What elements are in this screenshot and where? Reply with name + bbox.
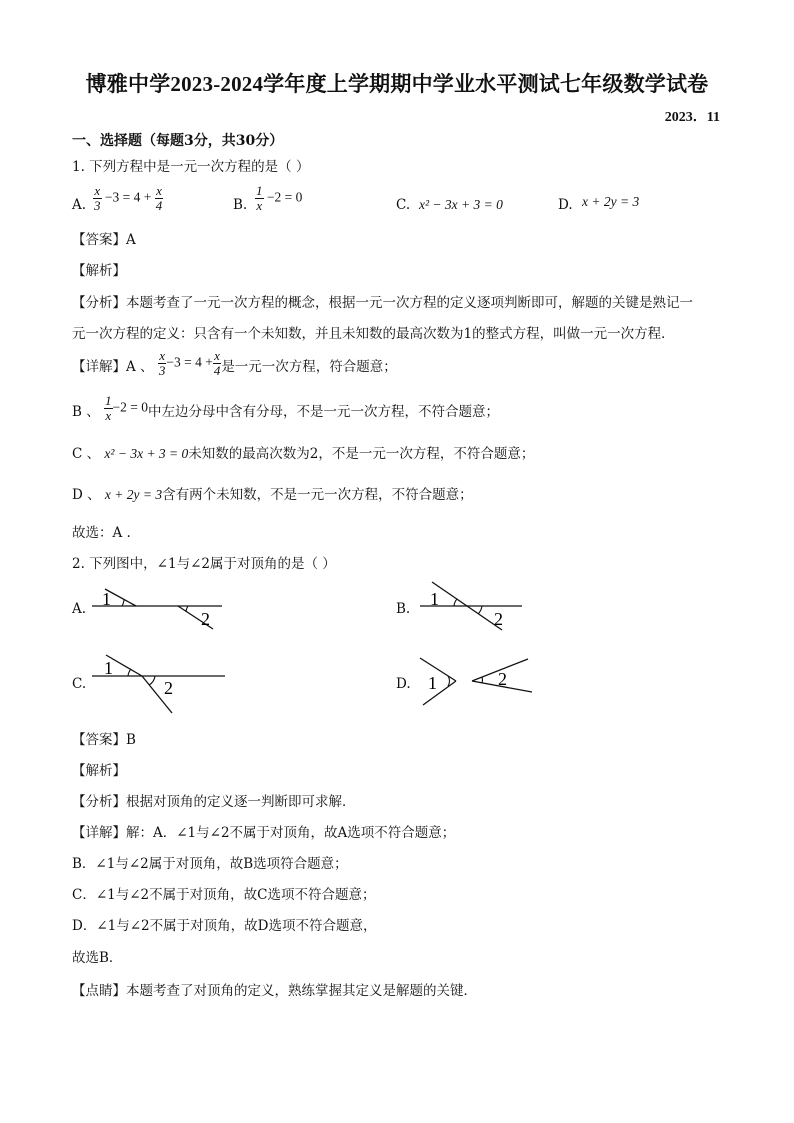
page-title: 博雅中学2023-2024学年度上学期期中学业水平测试七年级数学试卷 — [85, 72, 709, 96]
angle-arc — [478, 606, 482, 614]
q2-conclusion: 故选B． — [72, 950, 123, 966]
angle-arc — [186, 606, 188, 612]
q2-option-c-label: C. — [72, 676, 87, 692]
q2-stem: 2. 下列图中，∠1与∠2属于对顶角的是（ ） — [72, 556, 336, 572]
q2-figure-b — [414, 578, 526, 634]
equation-rest: −2 = 0 — [112, 399, 148, 415]
equation-middle: −3 = 4 + — [104, 189, 152, 205]
q2-figure-a — [88, 584, 228, 634]
q1-detail-d — [72, 486, 473, 504]
angle-label-1: 1 — [428, 673, 437, 693]
line — [420, 658, 456, 681]
q2-detail-4: D．∠1与∠2不属于对顶角，故D选项不符合题意， — [72, 918, 377, 934]
q1-analysis-line2: 元一次方程的定义：只含有一个未知数，并且未知数的最高次数为1的整式方程，叫做一元一次方程． — [72, 326, 675, 342]
detail-a-text: 是一元一次方程，符合题意； — [221, 359, 397, 375]
angle-label-2: 2 — [494, 609, 503, 629]
detail-a-prefix: 【详解】A 、 — [72, 359, 154, 375]
q2-detail-2: B．∠1与∠2属于对顶角，故B选项符合题意； — [72, 856, 348, 872]
q2-option-b-label: B. — [396, 601, 411, 617]
angle-label-1: 1 — [104, 658, 113, 678]
q2-detail-1: 【详解】解：A．∠1与∠2不属于对顶角，故A选项不符合题意； — [72, 825, 456, 841]
detail-c-text: 未知数的最高次数为2，不是一元一次方程，不符合题意； — [188, 446, 535, 462]
q2-figure-c — [88, 650, 228, 716]
frac-denominator: x — [256, 198, 263, 213]
q1-option-a — [93, 184, 163, 213]
detail-d-text: 含有两个未知数，不是一元一次方程，不符合题意； — [162, 487, 473, 503]
q1-answer: 【答案】A — [72, 232, 136, 248]
q2-detail-3: C．∠1与∠2不属于对顶角，故C选项不符合题意； — [72, 887, 376, 903]
angle-arc — [448, 676, 450, 686]
detail-b-text: 中左边分母中含有分母，不是一元一次方程，不符合题意； — [148, 404, 499, 420]
q1-analysis-line1: 【分析】本题考查了一元一次方程的概念，根据一元一次方程的定义逐项判断即可，解题的关键是熟记一 — [72, 295, 693, 311]
detail-b-equation — [104, 394, 148, 423]
frac-denominator: 4 — [213, 363, 221, 378]
q1-conclusion: 故选：A . — [72, 525, 131, 541]
q1-option-b — [255, 184, 302, 213]
equation-middle: −3 = 4 + — [166, 354, 213, 370]
equation-rest: −2 = 0 — [266, 189, 303, 205]
angle-arc — [149, 676, 155, 685]
frac-numerator: x — [94, 183, 101, 198]
frac-numerator: x — [156, 183, 162, 198]
frac-numerator: 1 — [105, 393, 112, 408]
frac-denominator: 3 — [158, 363, 166, 378]
frac-denominator: x — [105, 408, 112, 423]
q1-option-a-label: A. — [72, 197, 87, 213]
detail-c-equation: x² − 3x + 3 = 0 — [104, 446, 189, 461]
q1-option-d-label: D. — [558, 197, 573, 213]
angle-label-2: 2 — [201, 609, 210, 629]
frac-numerator: 1 — [256, 183, 263, 198]
angle-arc — [122, 599, 124, 606]
q2-figure-d — [416, 654, 538, 710]
q2-option-d-label: D. — [396, 676, 411, 692]
detail-d-equation: x + 2y = 3 — [104, 487, 163, 502]
q1-detail-b — [72, 393, 499, 423]
detail-d-prefix: D 、 — [72, 487, 101, 503]
frac-numerator: x — [214, 348, 220, 363]
q1-option-d: x + 2y = 3 — [582, 194, 640, 209]
q1-detail-c — [72, 445, 534, 463]
q1-option-c: x² − 3x + 3 = 0 — [419, 197, 503, 212]
angle-label-1: 1 — [102, 589, 111, 609]
frac-denominator: 4 — [155, 198, 163, 213]
q1-detail-a — [72, 348, 397, 378]
q2-comment: 【点睛】本题考查了对顶角的定义，熟练掌握其定义是解题的关键． — [72, 983, 477, 999]
q2-option-a-label: A. — [72, 601, 87, 617]
q2-answer: 【答案】B — [72, 732, 136, 748]
exam-date: 2023．11 — [664, 110, 720, 125]
angle-label-2: 2 — [164, 678, 173, 698]
detail-b-prefix: B 、 — [72, 404, 100, 420]
angle-arc — [128, 669, 131, 676]
angle-label-1: 1 — [430, 589, 439, 609]
detail-c-prefix: C 、 — [72, 446, 101, 462]
detail-a-equation — [158, 349, 221, 378]
angle-label-2: 2 — [498, 669, 507, 689]
frac-numerator: x — [159, 348, 165, 363]
frac-denominator: 3 — [94, 198, 101, 213]
q2-analysis: 【分析】根据对顶角的定义逐一判断即可求解． — [72, 794, 356, 810]
q1-option-c-label: C. — [396, 197, 411, 213]
q1-stem: 1. 下列方程中是一元一次方程的是（ ） — [72, 159, 310, 175]
q1-option-b-label: B. — [233, 197, 248, 213]
section-heading: 一、选择题（每题3分，共30分） — [72, 133, 284, 149]
angle-arc — [454, 599, 457, 606]
q2-analysis-heading: 【解析】 — [72, 763, 126, 779]
q1-analysis-heading: 【解析】 — [72, 263, 126, 279]
